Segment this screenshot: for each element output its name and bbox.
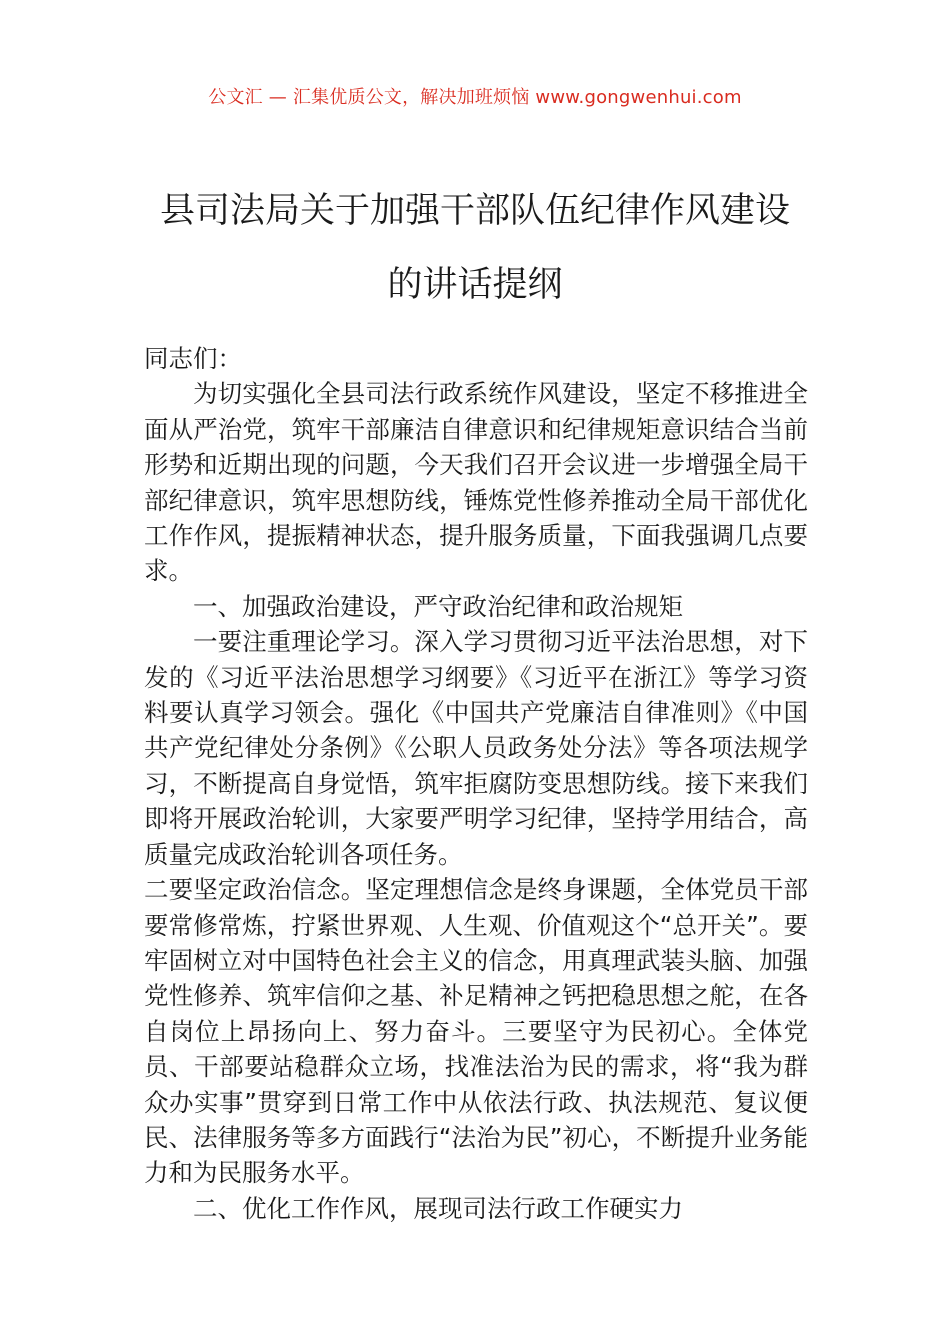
title-line-1: 县司法局关于加强干部队伍纪律作风建设 bbox=[159, 191, 790, 231]
section-heading-1: 一、加强政治建设，严守政治纪律和政治规矩 bbox=[193, 591, 683, 621]
body-paragraph-2: 二要坚定政治信念。坚定理想信念是终身课题，全体党员干部要常修常炼，拧紧世界观、人生观、价值观这个“总开关”。要牢固树立对中国特色社会主义的信念，用真理武装头脑、加强党性修养、筑牢信仰之基、补足精神之钙把稳思想之舵，在各自岗位上昂扬向上、努力奋斗。三要坚守为民初心。全体党员、干部要站稳群众立场，找准法治为民的需求，将“我为群众办实事”贯穿到日常工作中从依法行政、执法规范、复议便民、法律服务等多方面践行“法治为民”初心，不断提升业务能力和为民服务水平。 bbox=[144, 875, 808, 1188]
watermark-header: 公文汇 — 汇集优质公文，解决加班烦恼 www.gongwenhui.com bbox=[208, 87, 742, 108]
title-line-2: 的讲话提纲 bbox=[387, 265, 563, 305]
intro-paragraph: 为切实强化全县司法行政系统作风建设，坚定不移推进全面从严治党，筑牢干部廉洁自律意识和纪律规矩意识结合当前形势和近期出现的问题，今天我们召开会议进一步增强全局干部纪律意识，筑牢思想防线，锤炼党性修养推动全局干部优化工作作风，提振精神状态，提升服务质量，下面我强调几点要求。 bbox=[144, 379, 808, 586]
document-body bbox=[144, 341, 808, 1226]
salutation: 同志们： bbox=[144, 344, 242, 373]
document-title bbox=[0, 174, 950, 322]
body-paragraph-1: 一要注重理论学习。深入学习贯彻习近平法治思想，对下发的《习近平法治思想学习纲要》《习近平在浙江》等学习资料要认真学习领会。强化《中国共产党廉洁自律准则》《中国共产党纪律处分条例》《公职人员政务处分法》等各项法规学习，不断提高自身觉悟，筑牢拒腐防变思想防线。接下来我们即将开展政治轮训，大家要严明学习纪律，坚持学用结合，高质量完成政治轮训各项任务。 bbox=[144, 627, 808, 869]
section-heading-2: 二、优化工作作风，展现司法行政工作硬实力 bbox=[193, 1193, 683, 1223]
